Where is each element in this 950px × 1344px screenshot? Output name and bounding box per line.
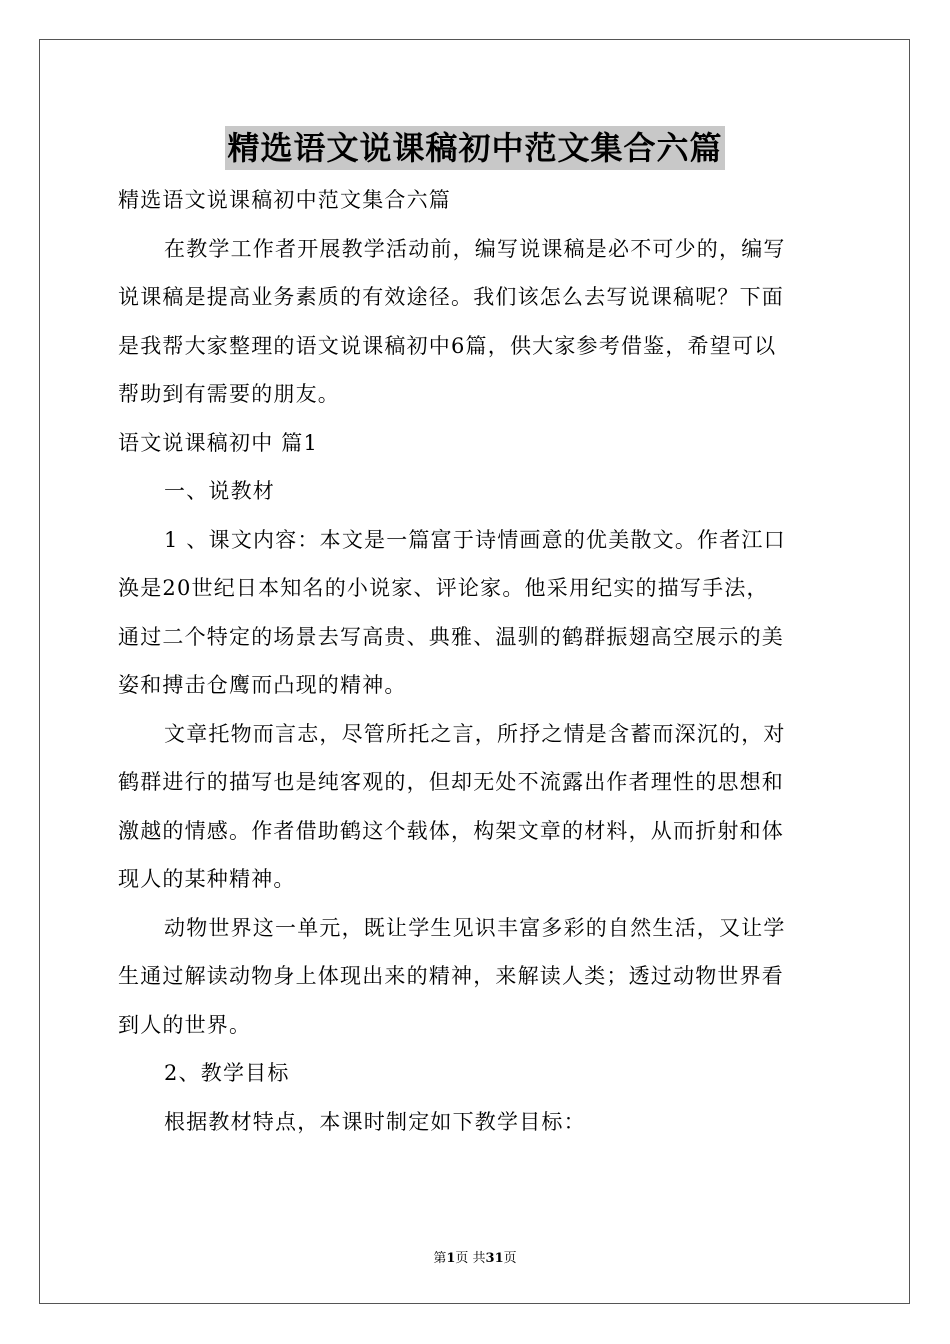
footer-total-pages: 31 bbox=[485, 1251, 504, 1266]
intro-line: 是我帮大家整理的语文说课稿初中6篇，供大家参考借鉴，希望可以 bbox=[118, 333, 777, 358]
document-title: 精选语文说课稿初中范文集合六篇 bbox=[225, 126, 724, 170]
page-footer bbox=[0, 1247, 950, 1266]
item-two-heading: 2、教学目标 bbox=[164, 1061, 290, 1085]
paragraph-unit-overview bbox=[118, 904, 834, 1050]
intro-line: 帮助到有需要的朋友。 bbox=[118, 382, 340, 406]
paragraph-teaching-goals: 根据教材特点，本课时制定如下教学目标： bbox=[164, 1109, 586, 1134]
section-heading: 语文说课稿初中 篇1 bbox=[118, 430, 319, 455]
paragraph-line: 现人的某种精神。 bbox=[118, 867, 296, 891]
paragraph-line: 姿和搏击仓鹰而凸现的精神。 bbox=[118, 673, 407, 697]
paragraph-line: 动物世界这一单元，既让学生见识丰富多彩的自然生活，又让学 bbox=[164, 915, 786, 940]
paragraph-line: 通过二个特定的场景去写高贵、典雅、温驯的鹤群振翅高空展示的美 bbox=[118, 624, 784, 649]
paragraph-line: 激越的情感。作者借助鹤这个载体，构架文章的材料，从而折射和体 bbox=[118, 818, 784, 843]
footer-page-number: 1 bbox=[446, 1251, 456, 1266]
document-body bbox=[118, 176, 834, 1146]
document-subtitle: 精选语文说课稿初中范文集合六篇 bbox=[118, 188, 451, 212]
paragraph-line: 文章托物而言志，尽管所托之言，所抒之情是含蓄而深沉的，对 bbox=[164, 721, 786, 746]
footer-prefix: 第 bbox=[433, 1251, 447, 1266]
paragraph-article-analysis bbox=[118, 710, 834, 904]
paragraph-line: 1 、课文内容：本文是一篇富于诗情画意的优美散文。作者江口 bbox=[164, 527, 786, 552]
paragraph-line: 涣是20世纪日本知名的小说家、评论家。他采用纪实的描写手法， bbox=[118, 576, 769, 600]
title-container bbox=[0, 126, 950, 170]
paragraph-line: 鹤群进行的描写也是纯客观的，但却无处不流露出作者理性的思想和 bbox=[118, 770, 784, 794]
intro-line: 说课稿是提高业务素质的有效途径。我们该怎么去写说课稿呢？下面 bbox=[118, 285, 784, 309]
paragraph-course-content bbox=[118, 516, 834, 710]
intro-paragraph bbox=[118, 225, 834, 419]
intro-line: 在教学工作者开展教学活动前，编写说课稿是必不可少的，编写 bbox=[164, 236, 786, 261]
part-one-heading: 一、说教材 bbox=[164, 479, 275, 503]
paragraph-line: 到人的世界。 bbox=[118, 1012, 252, 1037]
paragraph-line: 生通过解读动物身上体现出来的精神，来解读人类；透过动物世界看 bbox=[118, 964, 784, 988]
footer-suffix: 页 bbox=[503, 1251, 517, 1266]
footer-mid: 页 共 bbox=[455, 1251, 486, 1266]
